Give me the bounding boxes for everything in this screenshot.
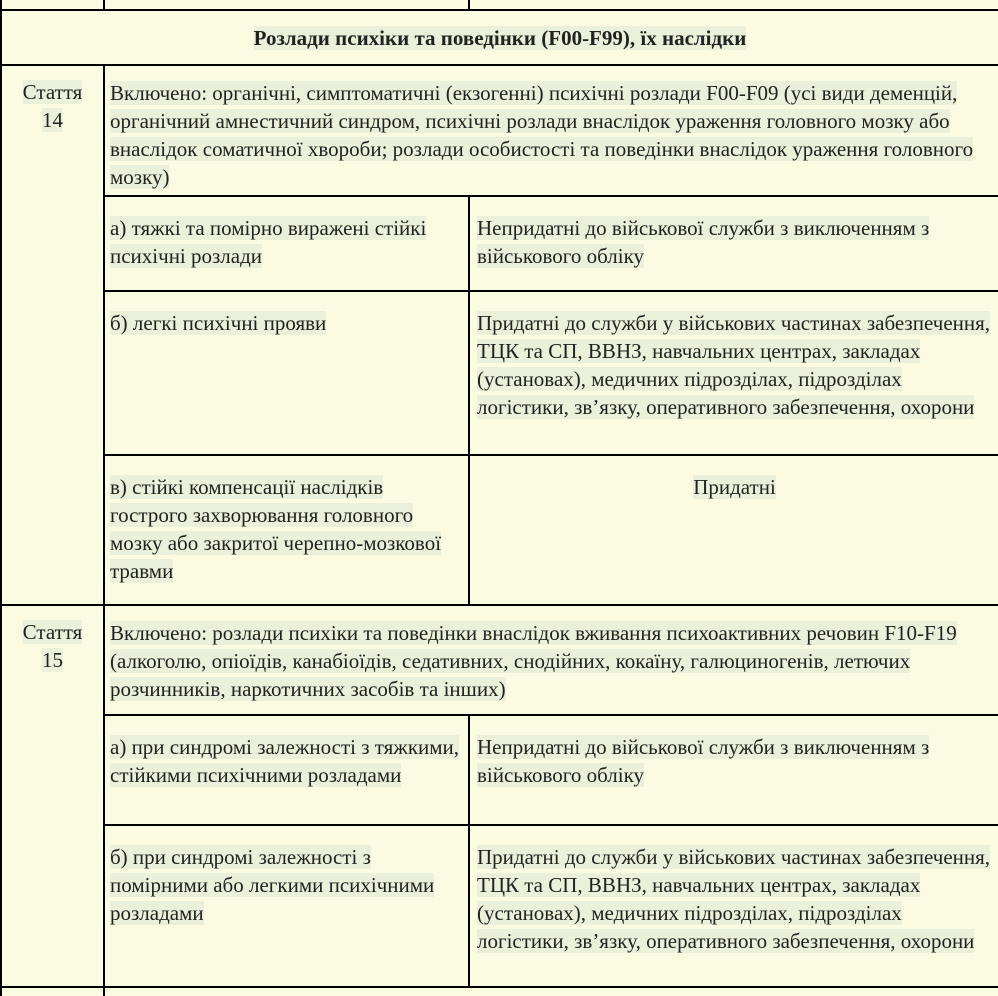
article-number: 14 bbox=[42, 108, 63, 132]
article-word: Стаття bbox=[22, 80, 83, 104]
article-15-included-cell bbox=[104, 605, 998, 715]
cutoff-cell bbox=[104, 987, 998, 996]
table-row-article-15 bbox=[1, 605, 998, 715]
criteria-text: б) при синдромі залежності з помірними або легкими психічними розладами bbox=[110, 845, 435, 925]
decision-text: Непридатні до військової служби з виключенням з військового обліку bbox=[477, 216, 930, 268]
article-14-label-cell bbox=[1, 65, 104, 605]
included-text: Включено: органічні, симптоматичні (екзогенні) психічні розлади F00-F09 (усі види деменцій, органічний амнестичний синдром, психічні розлади внаслідок ураження головного мозку або внаслідок соматичної хвороби; розлади особистості та поведінки внаслідок ураження головного мозку) bbox=[110, 81, 974, 189]
criteria-text: б) легкі психічні прояви bbox=[110, 311, 327, 335]
cutoff-cell bbox=[1, 987, 104, 996]
table-row-cutoff-top bbox=[1, 0, 998, 10]
included-text: Включено: розлади психіки та поведінки внаслідок вживання психоактивних речовин F10-F19 (алкоголю, опіоїдів, канабіоїдів, седативних, снодійних, кокаїну, галюциногенів, летючих розчинників, наркотичних засобів та інших) bbox=[110, 621, 957, 701]
decision-cell-14v bbox=[469, 455, 998, 605]
criteria-cell-14v bbox=[104, 455, 469, 605]
article-15-label-cell bbox=[1, 605, 104, 987]
cutoff-cell bbox=[104, 0, 469, 10]
criteria-text: в) стійкі компенсації наслідків гострого захворювання головного мозку або закритої черепно-мозкової травми bbox=[110, 475, 442, 583]
decision-text: Придатні bbox=[693, 475, 776, 499]
table-row-article-14 bbox=[1, 65, 998, 196]
table-row-item-14a bbox=[1, 196, 998, 291]
decision-text: Придатні до служби у військових частинах забезпечення, ТЦК та СП, ВВНЗ, навчальних центрах, закладах (установах), медичних підрозділах, підрозділах логістики, зв’язку, оперативного забезпечення, охорони bbox=[477, 845, 991, 953]
decision-text: Непридатні до військової служби з виключенням з військового обліку bbox=[477, 735, 930, 787]
criteria-cell-14b bbox=[104, 291, 469, 455]
table-row-cutoff-bottom bbox=[1, 987, 998, 996]
cutoff-cell bbox=[1, 0, 104, 10]
section-title bbox=[1, 10, 998, 65]
criteria-cell-14a bbox=[104, 196, 469, 291]
decision-cell-14a bbox=[469, 196, 998, 291]
article-word: Стаття bbox=[22, 620, 83, 644]
decision-cell-15a bbox=[469, 715, 998, 825]
decision-cell-15b bbox=[469, 825, 998, 987]
decision-cell-14b bbox=[469, 291, 998, 455]
criteria-text: а) тяжкі та помірно виражені стійкі психічні розлади bbox=[110, 216, 427, 268]
table-row-section-header bbox=[1, 10, 998, 65]
table-row-item-14v bbox=[1, 455, 998, 605]
table-row-item-14b bbox=[1, 291, 998, 455]
criteria-cell-15a bbox=[104, 715, 469, 825]
decision-text: Придатні до служби у військових частинах забезпечення, ТЦК та СП, ВВНЗ, навчальних центрах, закладах (установах), медичних підрозділах, підрозділах логістики, зв’язку, оперативного забезпечення, охорони bbox=[477, 311, 991, 419]
article-14-included-cell bbox=[104, 65, 998, 196]
criteria-text: а) при синдромі залежності з тяжкими, стійкими психічними розладами bbox=[110, 735, 460, 787]
criteria-cell-15b bbox=[104, 825, 469, 987]
section-title-text: Розлади психіки та поведінки (F00-F99), їх наслідки bbox=[253, 26, 747, 50]
table-row-item-15a bbox=[1, 715, 998, 825]
table-row-item-15b bbox=[1, 825, 998, 987]
article-number: 15 bbox=[42, 648, 63, 672]
cutoff-cell bbox=[469, 0, 998, 10]
